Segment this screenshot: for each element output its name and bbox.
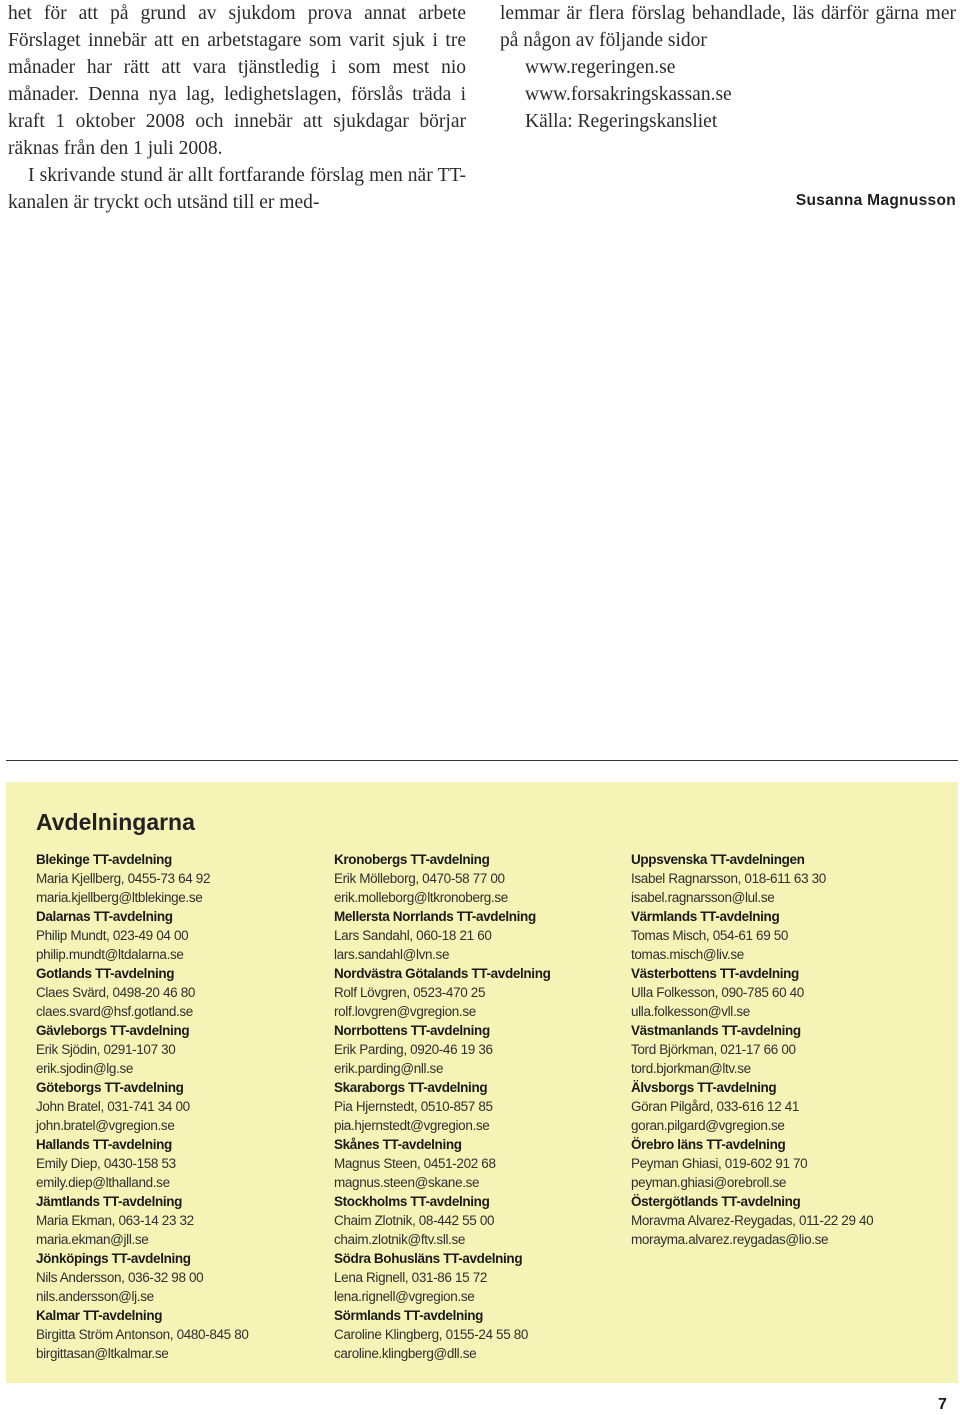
department-email[interactable]: isabel.ragnarsson@lul.se <box>631 890 775 905</box>
department-entry <box>631 1192 931 1249</box>
department-email[interactable]: pia.hjernstedt@vgregion.se <box>334 1118 490 1133</box>
department-contact: Magnus Steen, 0451-202 68 <box>334 1156 496 1171</box>
departments-column-3 <box>631 850 931 1249</box>
department-email[interactable]: erik.molleborg@ltkronoberg.se <box>334 890 508 905</box>
department-email[interactable]: maria.kjellberg@ltblekinge.se <box>36 890 203 905</box>
department-name: Uppsvenska TT-avdelningen <box>631 852 805 867</box>
department-name: Dalarnas TT-avdelning <box>36 909 173 924</box>
department-email[interactable]: tomas.misch@liv.se <box>631 947 744 962</box>
department-entry <box>631 1078 931 1135</box>
department-name: Värmlands TT-avdelning <box>631 909 780 924</box>
department-contact: Pia Hjernstedt, 0510-857 85 <box>334 1099 493 1114</box>
department-contact: Erik Parding, 0920-46 19 36 <box>334 1042 493 1057</box>
link-regeringen[interactable]: www.regeringen.se <box>525 57 676 78</box>
section-divider <box>6 760 958 761</box>
department-contact: Lena Rignell, 031-86 15 72 <box>334 1270 488 1285</box>
department-entry <box>334 907 634 964</box>
department-contact: Göran Pilgård, 033-616 12 41 <box>631 1099 800 1114</box>
department-name: Skaraborgs TT-avdelning <box>334 1080 488 1095</box>
department-entry <box>334 1306 634 1363</box>
department-contact: Moravma Alvarez-Reygadas, 011-22 29 40 <box>631 1213 874 1228</box>
department-contact: Ulla Folkesson, 090-785 60 40 <box>631 985 804 1000</box>
author-name: Susanna Magnusson <box>795 192 956 209</box>
department-entry <box>334 1192 634 1249</box>
department-name: Sörmlands TT-avdelning <box>334 1308 484 1323</box>
department-email[interactable]: rolf.lovgren@vgregion.se <box>334 1004 476 1019</box>
department-name: Jämtlands TT-avdelning <box>36 1194 183 1209</box>
department-name: Västerbottens TT-avdelning <box>631 966 799 981</box>
department-contact: Rolf Lövgren, 0523-470 25 <box>334 985 486 1000</box>
department-email[interactable]: caroline.klingberg@dll.se <box>334 1346 477 1361</box>
department-name: Södra Bohusläns TT-avdelning <box>334 1251 523 1266</box>
department-name: Stockholms TT-avdelning <box>334 1194 490 1209</box>
department-entry <box>631 850 931 907</box>
department-name: Blekinge TT-avdelning <box>36 852 172 867</box>
department-entry <box>36 1249 336 1306</box>
department-name: Gotlands TT-avdelning <box>36 966 175 981</box>
department-entry <box>631 1021 931 1078</box>
department-entry <box>36 1306 336 1363</box>
department-contact: Erik Mölleborg, 0470-58 77 00 <box>334 871 505 886</box>
department-entry <box>36 907 336 964</box>
article-paragraph: het för att på grund av sjukdom prova annat arbete Förslaget innebär att en arbetstagare som varit sjuk i tre månader har rätt att vara tjänstledig i som mest nio månader. Denna nya lag, ledighetslagen, förslås träda i kraft 1 oktober 2008 och innebär att sjukdagar börjar räknas från den 1 juli 2008. <box>8 3 466 159</box>
department-name: Hallands TT-avdelning <box>36 1137 172 1152</box>
department-name: Älvsborgs TT-avdelning <box>631 1080 777 1095</box>
department-contact: Tomas Misch, 054-61 69 50 <box>631 928 789 943</box>
department-email[interactable]: ulla.folkesson@vll.se <box>631 1004 750 1019</box>
department-contact: Maria Kjellberg, 0455-73 64 92 <box>36 871 211 886</box>
department-email[interactable]: morayma.alvarez.reygadas@lio.se <box>631 1232 829 1247</box>
department-email[interactable]: nils.andersson@lj.se <box>36 1289 154 1304</box>
department-entry <box>631 1135 931 1192</box>
department-email[interactable]: magnus.steen@skane.se <box>334 1175 480 1190</box>
department-email[interactable]: tord.bjorkman@ltv.se <box>631 1061 751 1076</box>
department-name: Östergötlands TT-avdelning <box>631 1194 801 1209</box>
department-email[interactable]: claes.svard@hsf.gotland.se <box>36 1004 193 1019</box>
department-contact: Nils Andersson, 036-32 98 00 <box>36 1270 204 1285</box>
department-entry <box>631 907 931 964</box>
department-name: Gävleborgs TT-avdelning <box>36 1023 190 1038</box>
department-email[interactable]: emily.diep@lthalland.se <box>36 1175 170 1190</box>
department-contact: Peyman Ghiasi, 019-602 91 70 <box>631 1156 808 1171</box>
department-entry <box>334 1078 634 1135</box>
department-entry <box>36 1021 336 1078</box>
department-contact: Tord Björkman, 021-17 66 00 <box>631 1042 796 1057</box>
department-contact: Birgitta Ström Antonson, 0480-845 80 <box>36 1327 249 1342</box>
link-forsakringskassan[interactable]: www.forsakringskassan.se <box>525 84 732 105</box>
department-contact: Philip Mundt, 023-49 04 00 <box>36 928 189 943</box>
departments-panel <box>6 782 958 1383</box>
department-email[interactable]: lars.sandahl@lvn.se <box>334 947 450 962</box>
department-entry <box>36 1192 336 1249</box>
article-paragraph: I skrivande stund är allt fortfarande förslag men när TT-kanalen är tryckt och utsänd till er med- <box>8 165 466 213</box>
department-email[interactable]: peyman.ghiasi@orebroll.se <box>631 1175 787 1190</box>
department-email[interactable]: lena.rignell@vgregion.se <box>334 1289 475 1304</box>
department-email[interactable]: birgittasan@ltkalmar.se <box>36 1346 169 1361</box>
article-paragraph: lemmar är flera förslag behandlade, läs därför gärna mer på någon av följande sidor <box>500 3 956 51</box>
departments-column-1 <box>36 850 336 1363</box>
department-contact: Lars Sandahl, 060-18 21 60 <box>334 928 492 943</box>
department-email[interactable]: erik.parding@nll.se <box>334 1061 444 1076</box>
department-entry <box>334 964 634 1021</box>
department-name: Göteborgs TT-avdelning <box>36 1080 184 1095</box>
department-email[interactable]: erik.sjodin@lg.se <box>36 1061 134 1076</box>
department-contact: Maria Ekman, 063-14 23 32 <box>36 1213 194 1228</box>
department-email[interactable]: john.bratel@vgregion.se <box>36 1118 175 1133</box>
department-contact: Isabel Ragnarsson, 018-611 63 30 <box>631 871 826 886</box>
department-entry <box>631 964 931 1021</box>
department-entry <box>36 1135 336 1192</box>
department-name: Mellersta Norrlands TT-avdelning <box>334 909 536 924</box>
department-contact: Caroline Klingberg, 0155-24 55 80 <box>334 1327 529 1342</box>
department-contact: Erik Sjödin, 0291-107 30 <box>36 1042 176 1057</box>
department-entry <box>36 850 336 907</box>
department-name: Västmanlands TT-avdelning <box>631 1023 801 1038</box>
department-name: Nordvästra Götalands TT-avdelning <box>334 966 551 981</box>
department-contact: Emily Diep, 0430-158 53 <box>36 1156 176 1171</box>
department-entry <box>334 1135 634 1192</box>
department-entry <box>334 1021 634 1078</box>
department-entry <box>36 964 336 1021</box>
department-email[interactable]: philip.mundt@ltdalarna.se <box>36 947 184 962</box>
departments-column-2 <box>334 850 634 1363</box>
page-number: 7 <box>938 1396 947 1413</box>
department-email[interactable]: chaim.zlotnik@ftv.sll.se <box>334 1232 466 1247</box>
article-left-column <box>8 0 466 216</box>
department-name: Skånes TT-avdelning <box>334 1137 462 1152</box>
department-name: Jönköpings TT-avdelning <box>36 1251 191 1266</box>
department-email[interactable]: goran.pilgard@vgregion.se <box>631 1118 785 1133</box>
department-contact: John Bratel, 031-741 34 00 <box>36 1099 190 1114</box>
department-email[interactable]: maria.ekman@jll.se <box>36 1232 149 1247</box>
department-entry <box>36 1078 336 1135</box>
department-entry <box>334 850 634 907</box>
department-entry <box>334 1249 634 1306</box>
departments-title: Avdelningarna <box>36 809 195 835</box>
source-credit: Källa: Regeringskansliet <box>525 111 718 132</box>
department-contact: Claes Svärd, 0498-20 46 80 <box>36 985 196 1000</box>
department-contact: Chaim Zlotnik, 08-442 55 00 <box>334 1213 495 1228</box>
department-name: Örebro läns TT-avdelning <box>631 1137 786 1152</box>
department-name: Kronobergs TT-avdelning <box>334 852 490 867</box>
article-right-column <box>500 0 956 135</box>
department-name: Norrbottens TT-avdelning <box>334 1023 490 1038</box>
department-name: Kalmar TT-avdelning <box>36 1308 163 1323</box>
